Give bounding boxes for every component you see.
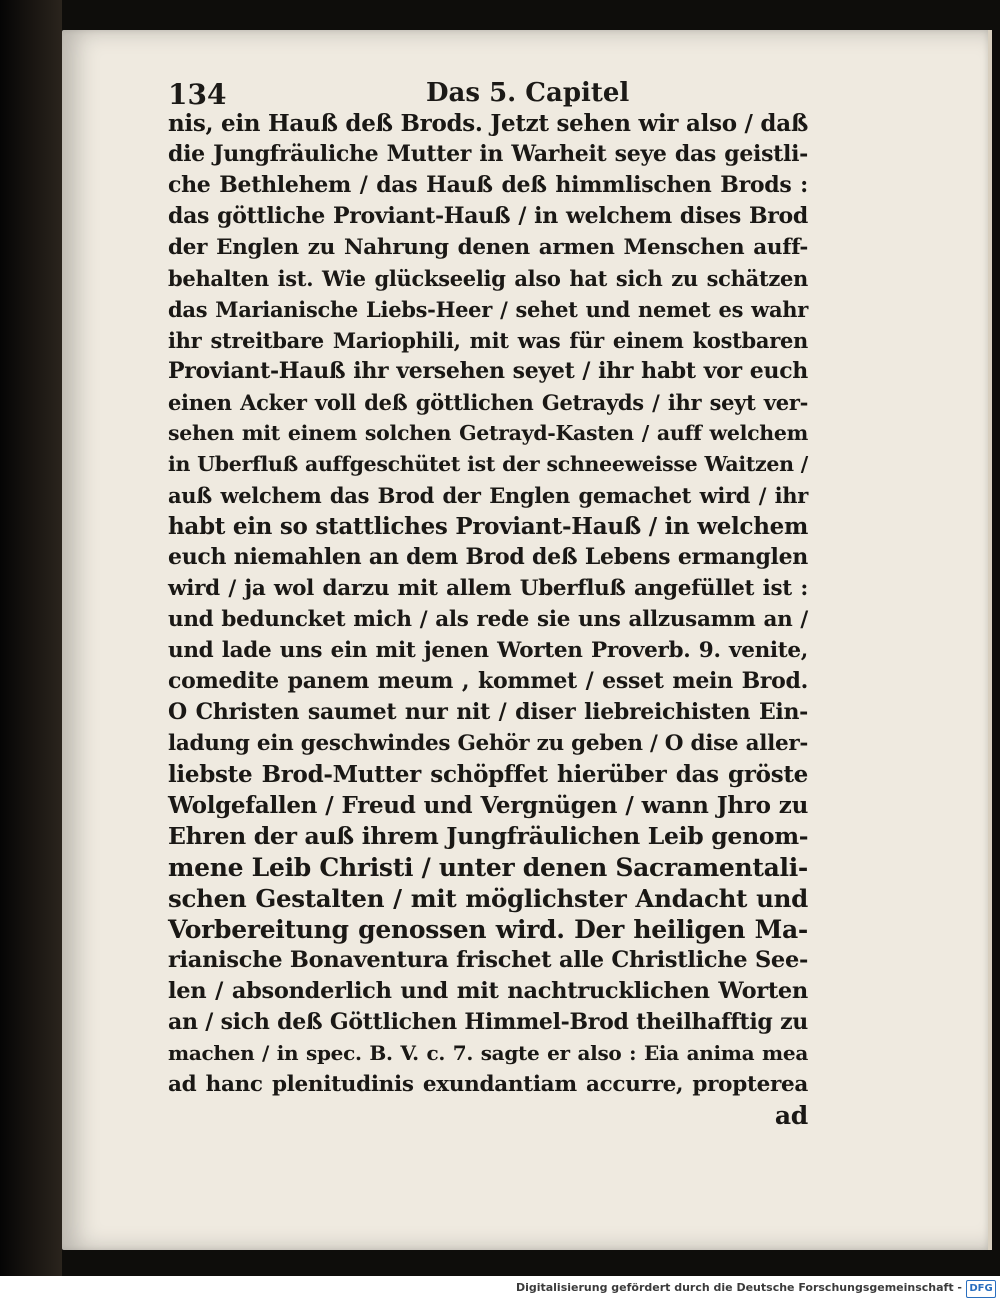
text-line: sehen mit einem solchen Getrayd-Kasten / auff welchem [168,421,808,445]
page-header [168,72,788,112]
page-number: 134 [168,78,227,111]
text-line: mene Leib Christi / unter denen Sacramentali- [168,853,808,882]
book-spine-edge [0,0,62,1276]
text-line: ad hanc plenitudinis exundantiam accurre, propterea [168,1072,808,1097]
running-head: Das 5. Capitel [426,78,630,108]
body-text [168,108,808,1131]
text-line: habt ein so stattliches Proviant-Hauß / in welchem [168,513,808,540]
text-line: das göttliche Proviant-Hauß / in welchem dises Brod [168,203,808,229]
text-line: nis, ein Hauß deß Brods. Jetzt sehen wir also / daß [168,110,808,137]
text-line: euch niemahlen an dem Brod deß Lebens ermanglen [168,544,808,570]
text-line: ladung ein geschwindes Gehör zu geben / O dise aller- [168,731,808,756]
text-line: len / absonderlich und mit nachtrucklichen Worten [168,978,808,1004]
text-line: die Jungfräuliche Mutter in Warheit seye das geistli- [168,141,808,167]
text-line: an / sich deß Göttlichen Himmel-Brod theilhafftig zu [168,1009,808,1035]
text-line: Vorbereitung genossen wird. Der heiligen Ma- [168,915,808,944]
text-line: rianische Bonaventura frischet alle Christliche See- [168,947,808,973]
text-line: Wolgefallen / Freud und Vergnügen / wann Jhro zu [168,792,808,819]
text-line: comedite panem meum , kommet / esset mein Brod. [168,668,808,694]
page-edge [988,30,992,1250]
text-line: Ehren der auß ihrem Jungfräulichen Leib genom- [168,822,809,850]
text-line: schen Gestalten / mit möglichster Andacht und [168,884,808,913]
text-line: machen / in spec. B. V. c. 7. sagte er also : Eia anima mea [168,1041,808,1065]
text-line: und beduncket mich / als rede sie uns allzusamm an / [168,607,808,632]
funding-credit: Digitalisierung gefördert durch die Deutsche Forschungsgemeinschaft - [515,1281,962,1294]
text-line: in Uberfluß auffgeschütet ist der schneeweisse Waitzen / [168,452,808,476]
footer-bar [0,1276,1000,1304]
text-line: che Bethlehem / das Hauß deß himmlischen Brods : [168,172,808,198]
text-line: behalten ist. Wie glückseelig also hat sich zu schätzen [168,266,808,291]
text-line: das Marianische Liebs-Heer / sehet und nemet es wahr [168,297,808,322]
dfg-logo-icon: DFG [966,1280,996,1298]
text-line: einen Acker voll deß göttlichen Getrayds / ihr seyt ver- [168,390,808,415]
text-line: O Christen saumet nur nit / diser liebreichisten Ein- [168,699,808,725]
text-line: ihr streitbare Mariophili, mit was für einem kostbaren [168,328,808,353]
text-line: auß welchem das Brod der Englen gemachet wird / ihr [168,483,808,508]
catchword: ad [774,1101,808,1130]
text-line: Proviant-Hauß ihr versehen seyet / ihr habt vor euch [168,358,808,384]
text-line: wird / ja wol darzu mit allem Uberfluß angefüllet ist : [168,576,808,601]
text-line: liebste Brod-Mutter schöpffet hierüber das gröste [168,761,808,788]
text-line: der Englen zu Nahrung denen armen Menschen auff- [168,235,808,260]
text-line: und lade uns ein mit jenen Worten Proverb. 9. venite, [168,638,808,663]
